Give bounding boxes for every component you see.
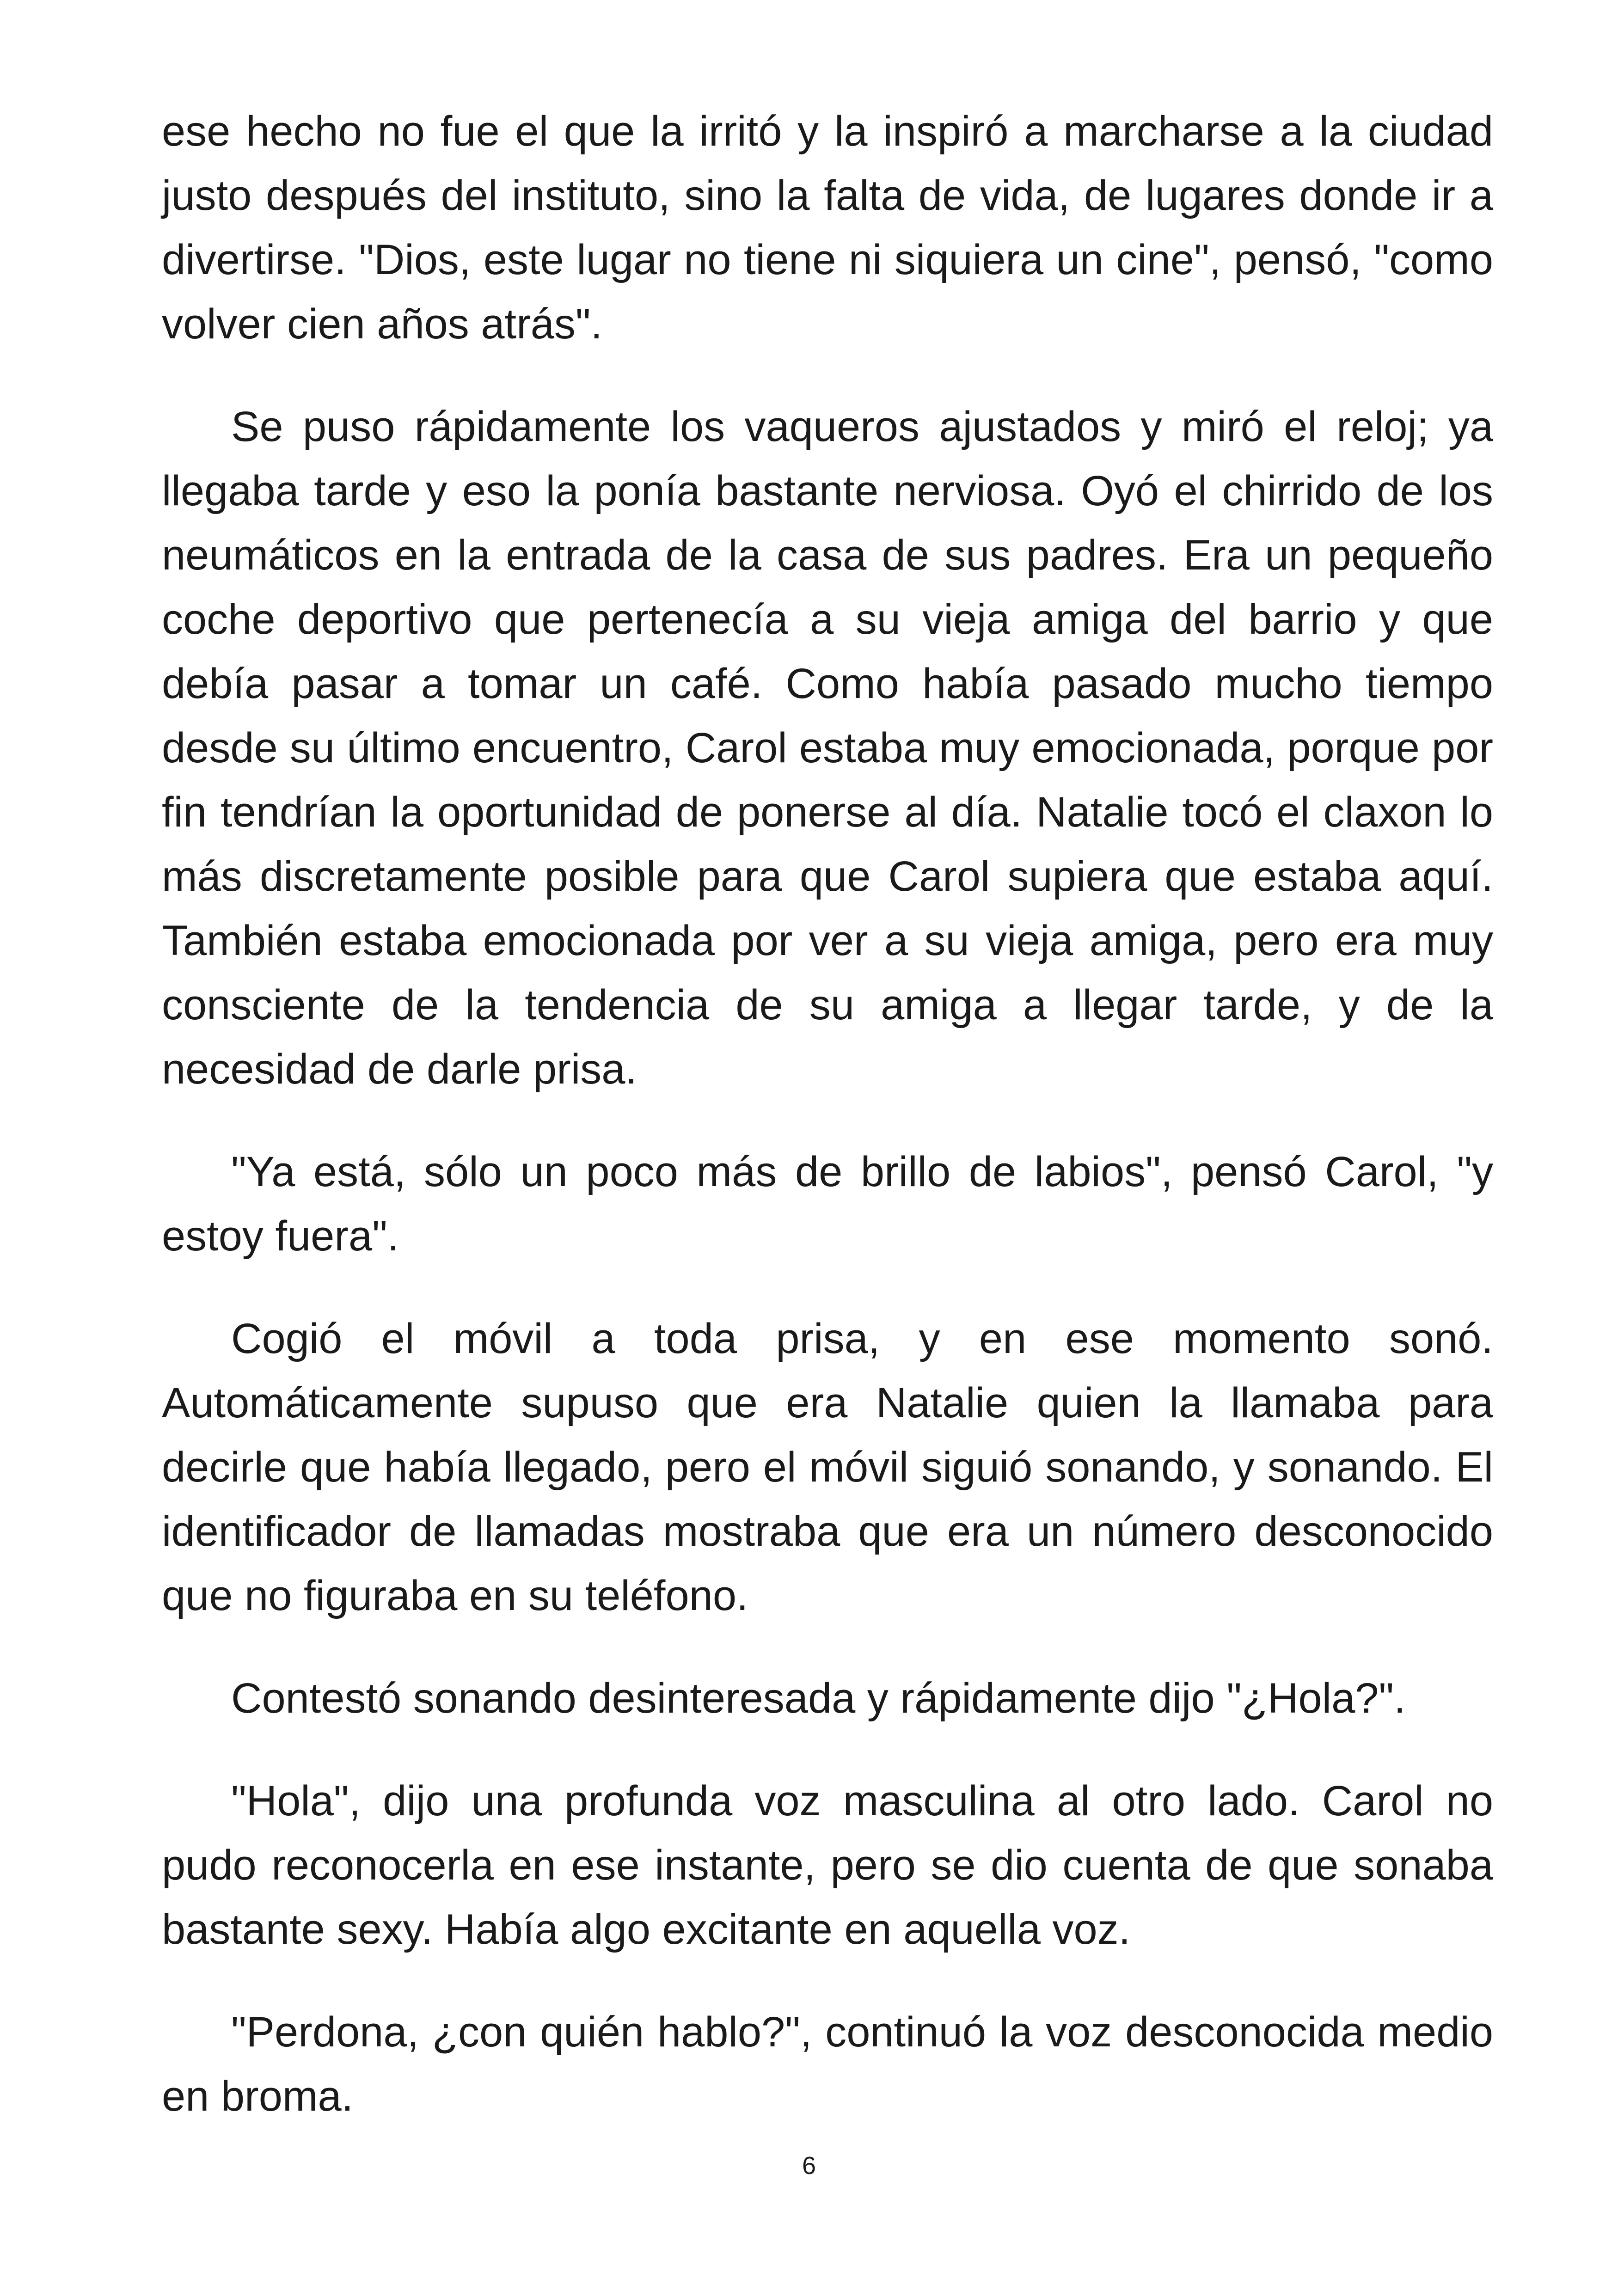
paragraph-3: "Ya está, sólo un poco más de brillo de labios", pensó Carol, "y estoy fuera". bbox=[162, 1148, 1493, 1260]
paragraph-5: Contestó sonando desinteresada y rápidamente dijo "¿Hola?". bbox=[231, 1675, 1406, 1722]
page-number: 6 bbox=[802, 2152, 816, 2180]
paragraph-7: "Perdona, ¿con quién hablo?", continuó la voz desconocida medio en broma. bbox=[162, 2008, 1493, 2120]
paragraph-2: Se puso rápidamente los vaqueros ajustados y miró el reloj; ya llegaba tarde y eso la ponía bastante nerviosa. Oyó el chirrido de los neumáticos en la entrada de la casa de sus padres. Era un pequeño coche deportivo que pertenecía a su vieja amiga del barrio y que debía pasar a tomar un café. Como había pasado mucho tiempo desde su último encuentro, Carol estaba muy emocionada, porque por fin tendrían la oportunidad de ponerse al día. Natalie tocó el claxon lo más discretamente posible para que Carol supiera que estaba aquí. También estaba emocionada por ver a su vieja amiga, pero era muy consciente de la tendencia de su amiga a llegar tarde, y de la necesidad de darle prisa. bbox=[162, 403, 1493, 1093]
body-text bbox=[162, 99, 1493, 2167]
paragraph-1: ese hecho no fue el que la irritó y la inspiró a marcharse a la ciudad justo después del instituto, sino la falta de vida, de lugares donde ir a divertirse. "Dios, este lugar no tiene ni siquiera un cine", pensó, "como volver cien años atrás". bbox=[162, 108, 1493, 348]
paragraph-6: "Hola", dijo una profunda voz masculina al otro lado. Carol no pudo reconocerla en ese instante, pero se dio cuenta de que sonaba bastante sexy. Había algo excitante en aquella voz. bbox=[162, 1777, 1493, 1953]
paragraph-4: Cogió el móvil a toda prisa, y en ese momento sonó. Automáticamente supuso que era Natalie quien la llamaba para decirle que había llegado, pero el móvil siguió sonando, y sonando. El identificador de llamadas mostraba que era un número desconocido que no figuraba en su teléfono. bbox=[162, 1315, 1493, 1619]
